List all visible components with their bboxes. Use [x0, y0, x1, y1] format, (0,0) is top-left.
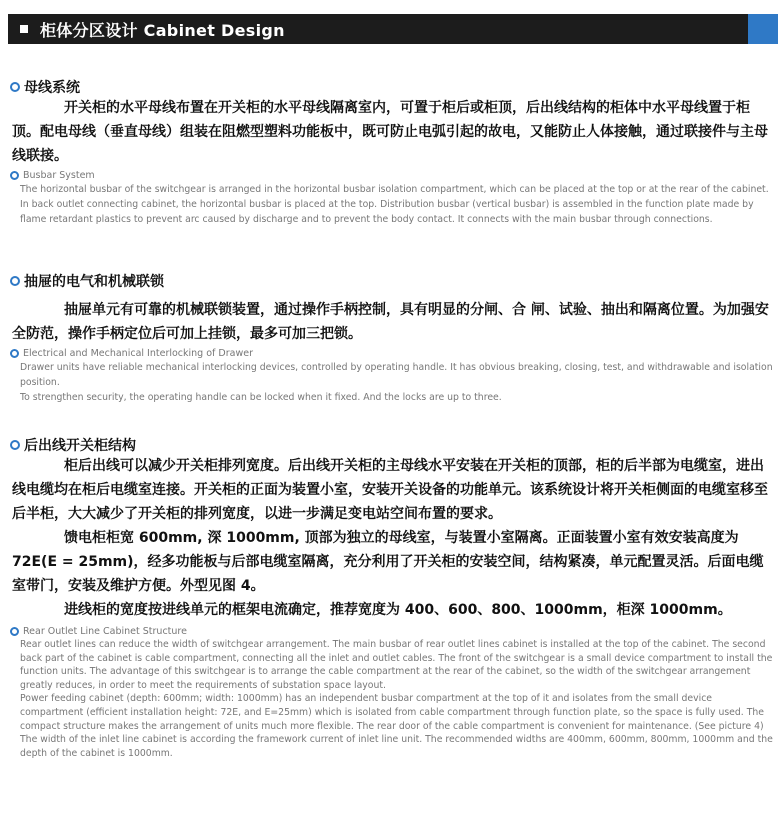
circle-bullet-icon	[10, 349, 19, 358]
english-line: Power feeding cabinet (depth: 600mm; width: 1000mm) has an independent busbar compartment at the top of it and isolates from the small device compartment (efficient installation height: 72E, and E=25mm) which is isolated from cable compartment through function plate, so the space is fully used. The compact structure makes the arrangement of units much more flexible. The rear door of the cable compartment is convenient for maintenance. (See picture 4)	[20, 693, 765, 732]
english-paragraph	[10, 638, 776, 760]
section-heading-cn	[10, 272, 776, 290]
section-heading-en	[10, 168, 776, 182]
english-line: Rear outlet lines can reduce the width of switchgear arrangement. The main busbar of rear outlet lines cabinet is installed at the top of the cabinet. The second back part of the cabinet is cable compartment, connecting all the inlet and outlet cables. The front of the switchgear is a small device compartment to install the function units. The advantage of this switchgear is to arrange the cable compartment at the rear of the cabinet, so the width of the switchgear arrangement greatly reduces, in order to meet the requirements of substation space layout.	[20, 639, 773, 691]
heading-text: 抽屉的电气和机械联锁	[24, 274, 164, 290]
chinese-paragraph: 柜后出线可以减少开关柜排列宽度。后出线开关柜的主母线水平安装在开关柜的顶部，柜的后半部为电缆室，进出线电缆均在柜后电缆室连接。开关柜的正面为装置小室，安装开关设备的功能单元。该系统设计将开关柜侧面的电缆室移至后半柜，大大减少了开关柜的排列宽度，以进一步满足变电站空间布置的要求。	[12, 458, 768, 522]
section-rear-outlet-cabinet	[10, 436, 776, 760]
circle-bullet-icon	[10, 82, 20, 92]
chinese-paragraph: 馈电柜柜宽 600mm, 深 1000mm, 顶部为独立的母线室，与装置小室隔离。正面装置小室有效安装高度为 72E(E = 25mm)，经多功能板与后部电缆室隔离，充分利用了开关柜的安装空间，结构紧凑，单元配置灵活。后面电缆室带门，安装及维护方便。外型见图 4。	[12, 530, 764, 594]
heading-text: 母线系统	[24, 80, 80, 96]
circle-bullet-icon	[10, 276, 20, 286]
heading-text: Electrical and Mechanical Interlocking of Drawer	[23, 347, 253, 359]
circle-bullet-icon	[10, 171, 19, 180]
header-accent-block	[748, 14, 778, 44]
heading-text: 后出线开关柜结构	[24, 438, 136, 454]
section-heading-en	[10, 624, 776, 638]
section-heading-en	[10, 346, 776, 360]
square-bullet-icon	[20, 25, 28, 33]
english-line: The width of the inlet line cabinet is according the framework current of inlet line unit. The recommended widths are 400mm, 600mm, 800mm, 1000mm and the depth of the cabinet is 1000mm.	[20, 734, 773, 759]
section-header-bar	[8, 14, 748, 44]
circle-bullet-icon	[10, 627, 19, 636]
english-paragraph	[10, 360, 776, 405]
chinese-paragraph: 开关柜的水平母线布置在开关柜的水平母线隔离室内，可置于柜后或柜顶，后出线结构的柜体中水平母线置于柜顶。配电母线（垂直母线）组装在阻燃型塑料功能板中，既可防止电弧引起的故电，又能防止人体接触，通过联接件与主母线联接。	[12, 100, 768, 164]
english-paragraph: The horizontal busbar of the switchgear is arranged in the horizontal busbar isolation compartment, which can be placed at the top or at the rear of the cabinet. In back outlet connecting cabinet, the horizontal busbar is placed at the top. Distribution busbar (vertical busbar) is assembled in the function plate made by flame retardant plastics to prevent arc caused by discharge and to prevent the body contact. It connects with the main busbar through connections.	[20, 184, 769, 225]
section-heading-cn	[10, 78, 776, 96]
chinese-paragraph: 进线柜的宽度按进线单元的框架电流确定，推荐宽度为 400、600、800、1000mm，柜深 1000mm。	[64, 602, 732, 618]
chinese-paragraph: 抽屉单元有可靠的机械联锁装置，通过操作手柄控制，具有明显的分闸、合 闸、试验、抽出和隔离位置。为加强安全防范，操作手柄定位后可加上挂锁，最多可加三把锁。	[12, 302, 769, 342]
circle-bullet-icon	[10, 440, 20, 450]
section-drawer-interlocking	[10, 272, 776, 405]
heading-text: Rear Outlet Line Cabinet Structure	[23, 625, 187, 637]
section-heading-cn	[10, 436, 776, 454]
english-line: To strengthen security, the operating handle can be locked when it fixed. And the locks are up to three.	[20, 392, 502, 403]
section-busbar-system	[10, 78, 776, 227]
english-line: Drawer units have reliable mechanical interlocking devices, controlled by operating handle. It has obvious breaking, closing, test, and withdrawable and isolation position.	[20, 362, 773, 388]
page-title: 柜体分区设计 Cabinet Design	[40, 20, 285, 40]
heading-text: Busbar System	[23, 169, 95, 181]
